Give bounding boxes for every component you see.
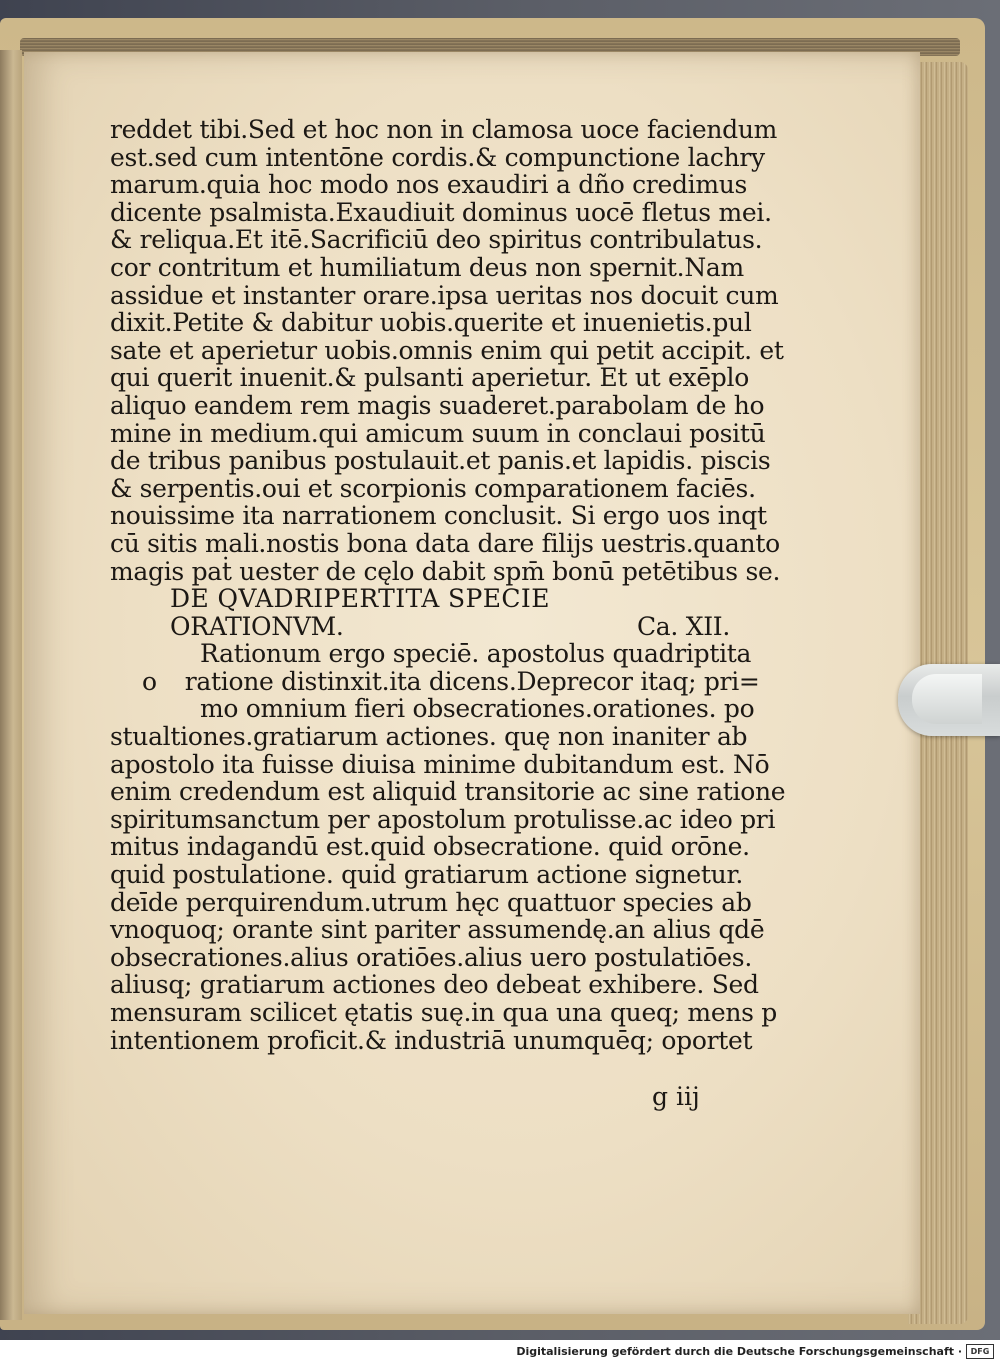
footer-text: Digitalisierung gefördert durch die Deutsche Forschungsgemeinschaft ·: [516, 1345, 962, 1358]
chapter-heading-line-2: [110, 613, 730, 641]
text-line: obsecrationes.alius oratiōes.alius uero postulatiōes.: [110, 942, 752, 972]
text-line: mitus indagandū est.quid obsecratione. quid orōne.: [110, 832, 750, 862]
footer-bar: [0, 1340, 1000, 1364]
text-line: deīde perquirendum.utrum hęc quattuor species ab: [110, 887, 752, 917]
signature-mark: g iij: [652, 1082, 700, 1111]
text-line: enim credendum est aliquid transitorie ac sine ratione: [110, 777, 786, 807]
dfg-logo: DFG: [966, 1344, 994, 1359]
page-text: [110, 115, 786, 1055]
clip-highlight: [912, 674, 982, 724]
text-line: vnoquoq; orante sint pariter assumendę.an alius qdē: [110, 915, 765, 945]
text-line: dicente psalmista.Exaudiuit dominus uocē fletus mei.: [110, 197, 772, 227]
text-line: mine in medium.qui amicum suum in conclaui positū: [110, 418, 766, 448]
text-line: est.sed cum intentōne cordis.& compunctione lachry: [110, 142, 765, 172]
chapter-number: Ca. XII.: [636, 611, 730, 641]
text-line: cor contritum et humiliatum deus non spernit.Nam: [110, 252, 744, 282]
text-line: cū sitis mali.nostis bona data dare filijs uestris.quanto: [110, 528, 780, 558]
text-line: magis paṫ uester de cęlo dabit spm̄ bonū petētibus se.: [110, 556, 781, 586]
text-line: spiritumsanctum per apostolum protulisse.ac ideo pri: [110, 804, 776, 834]
text-line: marum.quia hoc modo nos exaudiri a dño credimus: [110, 170, 748, 200]
text-part-2: [110, 722, 786, 1055]
text-line: mensuram scilicet ętatis suę.in qua una queq; mens p: [110, 998, 777, 1027]
text-line: reddet tibi.Sed et hoc non in clamosa uoce faciendum: [110, 115, 778, 144]
text-line: de tribus panibus postulauit.et panis.et lapidis. piscis: [110, 446, 771, 476]
text-line: nouissime ita narrationem conclusit. Si ergo uos inqt: [110, 501, 767, 531]
text-line: sate et aperietur uobis.omnis enim qui petit accipit. et: [110, 335, 784, 365]
text-line: ratione distinxit.ita dicens.Deprecor itaq; pri=: [184, 666, 760, 696]
text-line: quid postulatione. quid gratiarum actione signetur.: [110, 860, 743, 890]
text-part-1: [110, 115, 784, 586]
text-line: mo omnium fieri obsecrationes.orationes. po: [200, 694, 755, 724]
text-line: dixit.Petite & dabitur uobis.querite et inuenietis.pul: [110, 308, 752, 338]
chapter-heading-title: ORATIONVM.: [170, 611, 344, 641]
metal-clip-icon: [898, 664, 1000, 736]
text-line: aliusq; gratiarum actiones deo debeat exhibere. Sed: [110, 970, 759, 1000]
text-line: assidue et instanter orare.ipsa ueritas nos docuit cum: [110, 280, 779, 310]
chapter-heading-line-1: DE QVADRIPERTITA SPECIE: [170, 584, 550, 614]
text-line: intentionem proficit.& industriā unumquēq; oportet: [110, 1025, 753, 1055]
text-line-with-initial: [110, 666, 760, 696]
initial-guide-letter: o: [142, 666, 157, 696]
text-line: Rationum ergo speciē. apostolus quadriptita: [200, 639, 752, 669]
text-line: apostolo ita fuisse diuisa minime dubitandum est. Nō: [110, 749, 770, 779]
text-line: aliquo eandem rem magis suaderet.parabolam de ho: [110, 390, 765, 420]
text-line: stualtiones.gratiarum actiones. quę non inaniter ab: [110, 722, 748, 752]
text-line: & serpentis.oui et scorpionis comparationem faciēs.: [110, 473, 756, 503]
left-page-edge: [0, 50, 22, 1320]
text-line: & reliqua.Et itē.Sacrificiū deo spiritus contribulatus.: [110, 225, 763, 255]
text-line: qui querit inuenit.& pulsanti aperietur. Et ut exēplo: [110, 363, 749, 393]
